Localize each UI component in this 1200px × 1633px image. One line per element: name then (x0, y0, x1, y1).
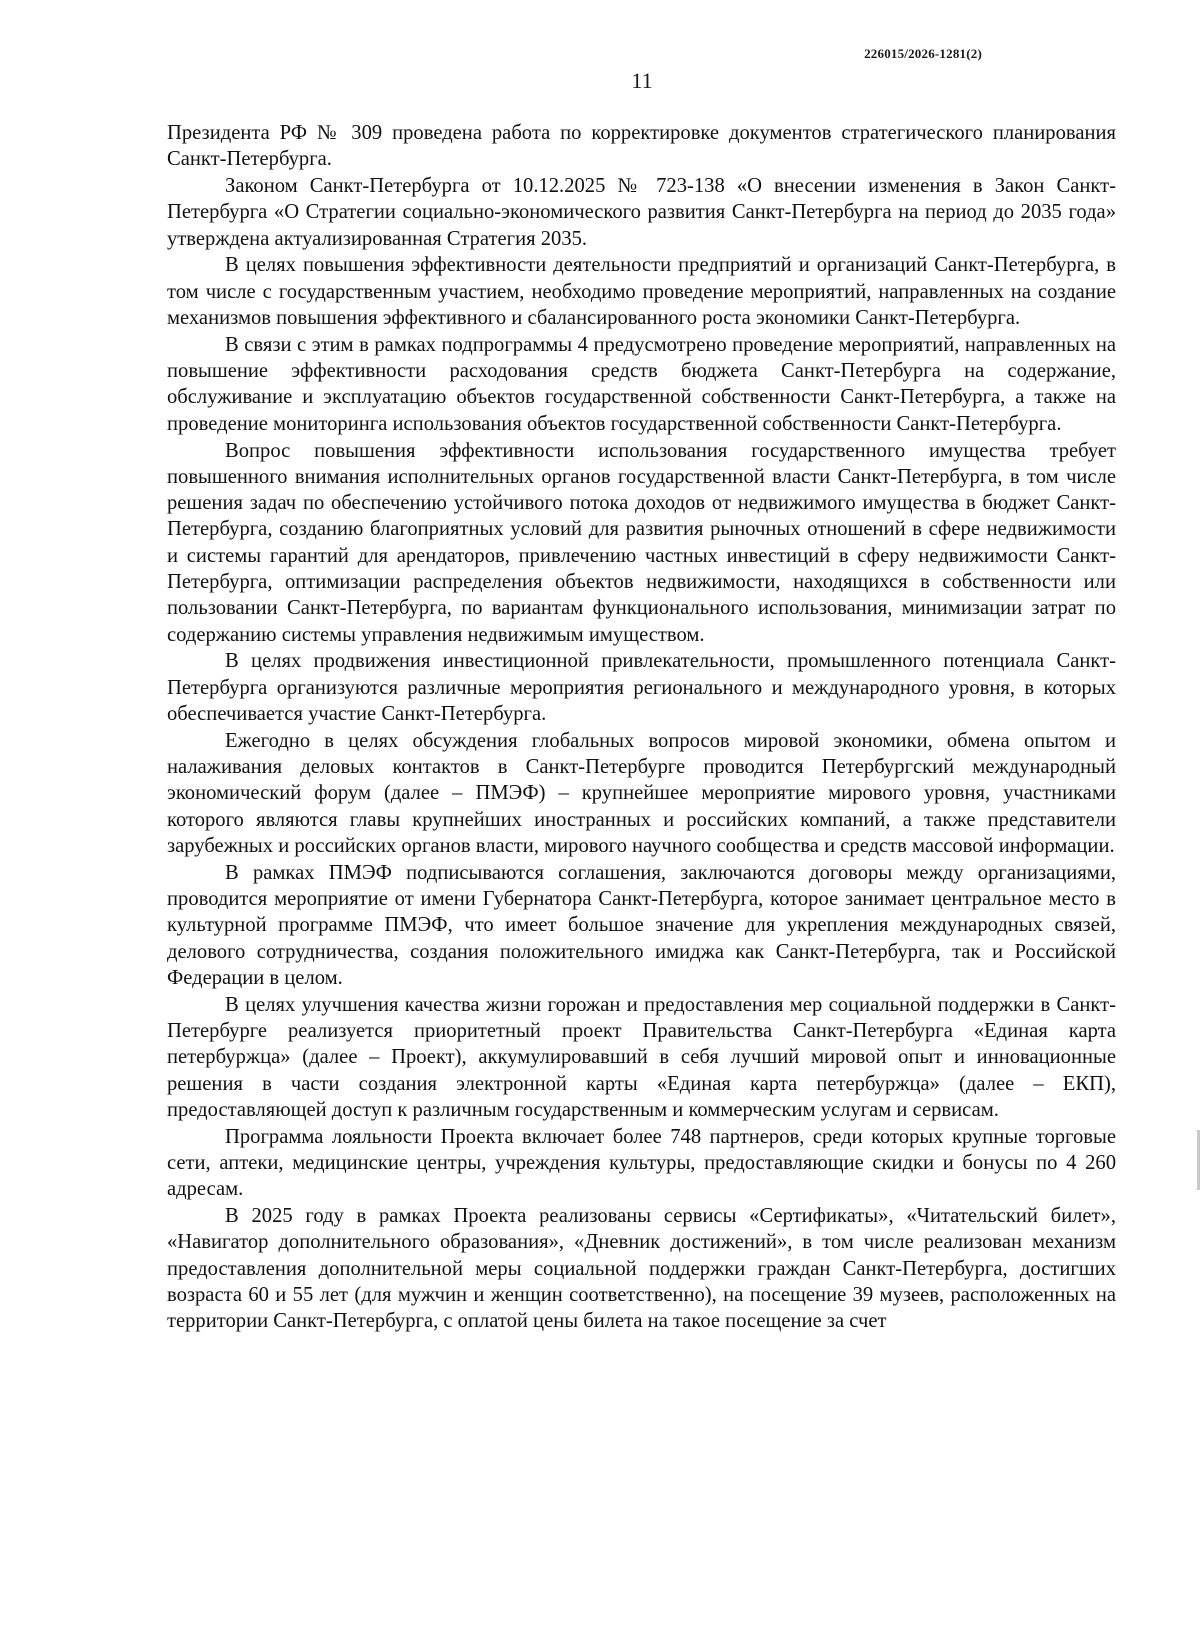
paragraph: В целях улучшения качества жизни горожан и предоставления мер социальной поддержки в Санкт-Петербурге реализуется приоритетный проект Правительства Санкт-Петербурга «Единая карта петербуржца» (далее – Проект), аккумулировавший в себя лучший мировой опыт и инновационные решения в части создания электронной карты «Единая карта петербуржца» (далее – ЕКП), предоставляющей доступ к различным государственным и коммерческим услугам и сервисам. (167, 993, 1116, 1121)
paragraph: Вопрос повышения эффективности использования государственного имущества требует повышенного внимания исполнительных органов государственной власти Санкт-Петербурга, в том числе решения задач по обеспечению устойчивого потока доходов от недвижимого имущества в бюджет Санкт-Петербурга, созданию благоприятных условий для развития рыночных отношений в сфере недвижимости и системы гарантий для арендаторов, привлечению частных инвестиций в сферу недвижимости Санкт-Петербурга, оптимизации распределения объектов недвижимости, находящихся в собственности или пользовании Санкт-Петербурга, по вариантам функционального использования, минимизации затрат по содержанию системы управления недвижимым имуществом. (167, 439, 1116, 646)
paragraph: Законом Санкт-Петербурга от 10.12.2025 № 723-138 «О внесении изменения в Закон Санкт-Петербурга «О Стратегии социально-экономического развития Санкт-Петербурга на период до 2035 года» утверждена актуализированная Стратегия 2035. (167, 175, 1116, 250)
paragraph: В целях повышения эффективности деятельности предприятий и организаций Санкт-Петербурга, в том числе с государственным участием, необходимо проведение мероприятий, направленных на создание механизмов повышения эффективного и сбалансированного роста экономики Санкт-Петербурга. (167, 254, 1116, 330)
paragraph: В целях продвижения инвестиционной привлекательности, промышленного потенциала Санкт-Петербурга организуются различные мероприятия регионального и международного уровня, в которых обеспечивается участие Санкт-Петербурга. (167, 650, 1116, 726)
paragraph: В связи с этим в рамках подпрограммы 4 предусмотрено проведение мероприятий, направленных на повышение эффективности расходования средств бюджета Санкт-Петербурга на содержание, обслуживание и эксплуатацию объектов государственной собственности Санкт-Петербурга, а также на проведение мониторинга использования объектов государственной собственности Санкт-Петербурга. (167, 333, 1116, 435)
paragraph: В 2025 году в рамках Проекта реализованы сервисы «Сертификаты», «Читательский билет», «Навигатор дополнительного образования», «Дневник достижений», в том числе реализован механизм предоставления дополнительной меры социальной поддержки граждан Санкт-Петербурга, достигших возраста 60 и 55 лет (для мужчин и женщин соответственно), на посещение 39 музеев, расположенных на территории Санкт-Петербурга, с оплатой цены билета на такое посещение за счет (167, 1205, 1116, 1333)
paragraph: В рамках ПМЭФ подписываются соглашения, заключаются договоры между организациями, проводится мероприятие от имени Губернатора Санкт-Петербурга, которое занимает центральное место в культурной программе ПМЭФ, что имеет большое значение для укрепления международных связей, делового сотрудничества, создания положительного имиджа как Санкт-Петербурга, так и Российской Федерации в целом. (167, 861, 1116, 989)
paragraph: Программа лояльности Проекта включает более 748 партнеров, среди которых крупные торговые сети, аптеки, медицинские центры, учреждения культуры, предоставляющие скидки и бонусы по 4 260 адресам. (167, 1125, 1116, 1201)
paragraph: Ежегодно в целях обсуждения глобальных вопросов мировой экономики, обмена опытом и налаживания деловых контактов в Санкт-Петербурге проводится Петербургский международный экономический форум (далее – ПМЭФ) – крупнейшее мероприятие мирового уровня, участниками которого являются главы крупнейших иностранных и российских компаний, а также представители зарубежных и российских органов власти, мирового научного сообщества и средств массовой информации. (167, 729, 1116, 858)
document-id: 226015/2026-1281(2) (864, 46, 982, 61)
document-body (167, 120, 1116, 1335)
page-number: 11 (631, 68, 653, 93)
paragraph: Президента РФ № 309 проведена работа по корректировке документов стратегического планирования Санкт-Петербурга. (167, 122, 1116, 171)
